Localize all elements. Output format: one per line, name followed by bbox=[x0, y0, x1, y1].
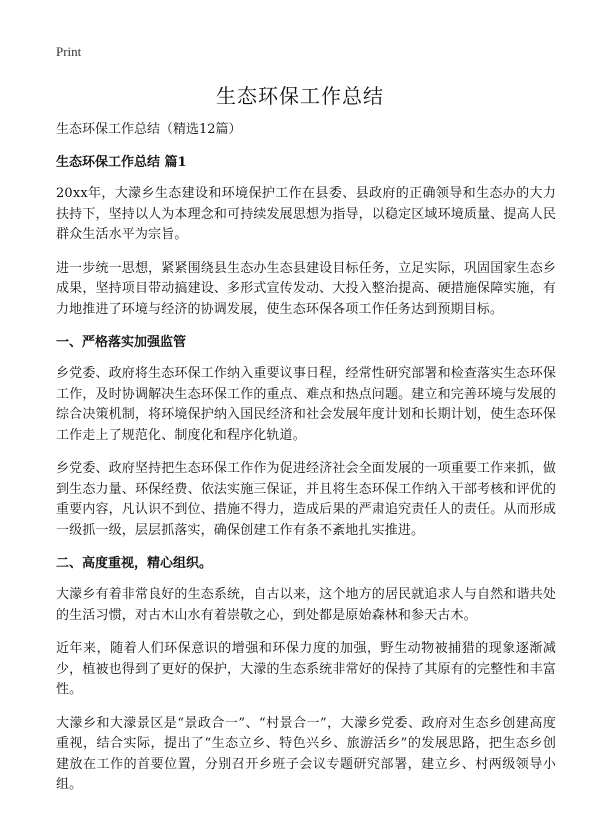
paragraph: 大濛乡和大濛景区是“景政合一”、“村景合一”，大濛乡党委、政府对生态乡创建高度重视，结合实际，提出了“生态立乡、特色兴乡、旅游活乡”的发展思路，把生态乡创建放在工作的首要位置，分别召开乡班子会议专题研究部署，建立乡、村两级领导小组。 bbox=[56, 715, 556, 792]
paragraph: 近年来，随着人们环保意识的增强和环保力度的加强，野生动物被捕猎的现象逐渐减少，植被也得到了更好的保护，大濛的生态系统非常好的保持了其原有的完整性和丰富性。 bbox=[56, 641, 556, 697]
section-heading-organization: 二、高度重视，精心组织。 bbox=[56, 556, 213, 571]
paragraph: 20xx年，大濛乡生态建设和环境保护工作在县委、县政府的正确领导和生态办的大力扶持下，坚持以人为本理念和可持续发展思想为指导，以稳定区域环境质量、提高人民群众生活水平为宗旨。 bbox=[56, 186, 556, 242]
document-subtitle: 生态环保工作总结（精选12篇） bbox=[56, 122, 242, 137]
print-link[interactable]: Print bbox=[56, 44, 82, 59]
paragraph: 乡党委、政府坚持把生态环保工作作为促进经济社会全面发展的一项重要工作来抓，做到生态力量、环保经费、依法实施三保证，并且将生态环保工作纳入干部考核和评优的重要内容，凡认识不到位、措施不得力，造成后果的严肃追究责任人的责任。从而形成一级抓一级，层层抓落实，确保创建工作有条不紊地扎实推进。 bbox=[56, 461, 556, 538]
section-heading-supervision: 一、严格落实加强监管 bbox=[56, 335, 187, 350]
paragraph: 进一步统一思想，紧紧围绕县生态办生态县建设目标任务，立足实际，巩固国家生态乡成果，坚持项目带动搞建设、多形式宣传发动、大投入整治提高、硬措施保障实施，有力地推进了环境与经济的协调发展，使生态环保各项工作任务达到预期目标。 bbox=[56, 260, 556, 317]
document-body bbox=[56, 120, 556, 809]
paragraph: 大濛乡有着非常良好的生态系统，自古以来，这个地方的居民就追求人与自然和谐共处的生活习惯，对古木山水有着崇敬之心，到处都是原始森林和参天古木。 bbox=[56, 587, 556, 623]
page-title: 生态环保工作总结 bbox=[216, 84, 384, 108]
section-heading-article-1: 生态环保工作总结 篇1 bbox=[56, 155, 187, 170]
paragraph: 乡党委、政府将生态环保工作纳入重要议事日程，经常性研究部署和检查落实生态环保工作，及时协调解决生态环保工作的重点、难点和热点问题。建立和完善环境与发展的综合决策机制，将环境保护纳入国民经济和社会发展年度计划和长期计划，使生态环保工作走上了规范化、制度化和程序化轨道。 bbox=[56, 366, 556, 443]
